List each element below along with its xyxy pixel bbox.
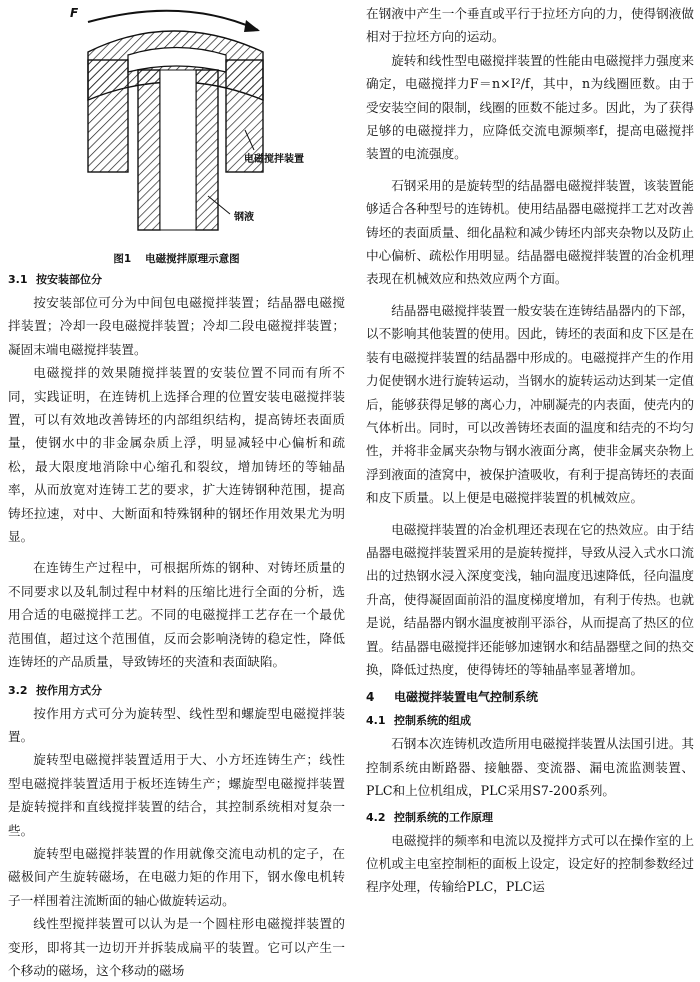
paragraph: 旋转型电磁搅拌装置适用于大、小方坯连铸生产；线性型电磁搅拌装置适用于板坯连铸生产；螺旋型电磁搅拌装置是旋转搅拌和直线搅拌装置的结合，其控制系统相对复杂一些。: [8, 752, 345, 838]
figure-number: 图1: [113, 253, 132, 265]
force-label: F: [70, 6, 79, 20]
heading-4-1: 4.1 控制系统的组成: [366, 714, 471, 728]
paragraph: 按作用方式可分为旋转型、线性型和螺旋型电磁搅拌装置。: [8, 705, 345, 744]
force-arrow-head: [244, 20, 260, 32]
steel-label: 钢液: [234, 212, 254, 223]
steel-core: [160, 70, 196, 230]
paragraph: 石钢采用的是旋转型的结晶器电磁搅拌装置，该装置能够适合各种型号的连铸机。使用结晶器电磁搅拌工艺对改善铸坯的表面质量、细化晶粒和减少铸坯内部夹杂物以及防止中心偏析、疏松作用明显。结晶器电磁搅拌装置的冶金机理表现在机械效应和热效应两个方面。: [366, 177, 694, 287]
device-label: 电磁搅拌装置: [244, 154, 304, 165]
left-column: [8, 0, 345, 982]
paragraph: 在钢液中产生一个垂直或平行于拉坯方向的力，使得钢液做相对于拉坯方向的运动。: [366, 6, 694, 45]
heading-3-1: 3.1 按安装部位分: [8, 273, 102, 286]
figure-caption: [8, 250, 345, 268]
figure-caption-text: 电磁搅拌原理示意图: [145, 253, 240, 265]
paragraph: 旋转型电磁搅拌装置的作用就像交流电动机的定子，在磁极间产生旋转磁场，在电磁力矩的作用下，钢水像电机转子一样围着注流断面的轴心做旋转运动。: [8, 845, 345, 908]
mould-left-wall: [138, 70, 160, 230]
heading-3-2: 3.2 按作用方式分: [8, 683, 102, 697]
figure-stirring-principle: [8, 0, 345, 250]
force-arc: [88, 11, 258, 30]
paragraph: 电磁搅拌的效果随搅拌装置的安装位置不同而有所不同，实践证明，在连铸机上选择合理的位置安装电磁搅拌装置，可以有效地改善铸坯的内部组织结构，提高铸坯表面质量，使钢水中的非金属杂质上浮，明显减轻中心偏析和疏松，最大限度地消除中心缩孔和裂纹，增加铸坯的等轴晶率，从而放宽对连铸工艺的要求，扩大连铸钢种范围，提高铸坯拉速，对中、大断面和特殊钢种的钢坯作用效果尤为明显。: [8, 365, 345, 545]
heading-4-2: 4.2 控制系统的工作原理: [366, 810, 493, 824]
paragraph: 结晶器电磁搅拌装置一般安装在连铸结晶器内的下部，以不影响其他装置的使用。因此，铸坯的表面和皮下区是在装有电磁搅拌装置的结晶器中形成的。电磁搅拌产生的作用力促使钢水进行旋转运动，当钢水的旋转运动达到某一定值后，能够获得足够的离心力，冲刷凝壳的内表面，使壳内的气体析出。同时，可以改善铸坯表面的温度和结壳的不均匀性，并将非金属夹杂物与钢水液面分离，使非金属夹杂物上浮到液面的渣窝中，被保护渣吸收，有利于提高铸坯的表面和皮下质量。以上便是电磁搅拌装置的机械效应。: [366, 302, 694, 506]
right-column: [366, 2, 694, 899]
stirring-diagram: [8, 0, 345, 232]
paragraph: 按安装部位可分为中间包电磁搅拌装置；结晶器电磁搅拌装置；冷却一段电磁搅拌装置；冷却二段电磁搅拌装置；凝固末端电磁搅拌装置。: [8, 295, 345, 357]
paragraph: 电磁搅拌的频率和电流以及搅拌方式可以在操作室的上位机或主电室控制柜的面板上设定，设定好的控制参数经过程序处理，传输给PLC，PLC运: [366, 832, 694, 895]
paragraph: 线性型搅拌装置可以认为是一个圆柱形电磁搅拌装置的变形，即将其一边切开并拆装成扁平的装置。它可以产生一个移动的磁场，这个移动的磁场: [8, 916, 345, 978]
paragraph: 旋转和线性型电磁搅拌装置的性能由电磁搅拌力强度来确定，电磁搅拌力F＝n×I²/f，其中，n为线圈匝数。由于受安装空间的限制，线圈的匝数不能过多。因此，为了获得足够的电磁搅拌力，应降低交流电源频率f，提高电磁搅拌装置的电流强度。: [366, 52, 694, 162]
paragraph: 在连铸生产过程中，可根据所炼的钢种、对铸坯质量的不同要求以及轧制过程中材料的压缩比进行全面的分析，选用合适的电磁搅拌工艺。不同的电磁搅拌工艺存在一个最优范围值，超过这个范围值，反而会影响浇铸的稳定性，降低连铸坯的产品质量，导致铸坯的夹渣和表面缺陷。: [8, 560, 345, 670]
ring-left-wall: [88, 60, 128, 172]
mould-right-wall: [196, 70, 218, 230]
paragraph: 电磁搅拌装置的冶金机理还表现在它的热效应。由于结晶器电磁搅拌装置采用的是旋转搅拌，导致从浸入式水口流出的过热钢水浸入深度变浅，轴向温度迅速降低，径向温度升高，使得凝固面前沿的温度梯度增加，有利于传热。也就是说，结晶器内钢水温度被削平添谷，从而提高了热区的位置。结晶器电磁搅拌还能够加速钢水和结晶器壁之间的热交换，降低过热度，使得铸坯的等轴晶率显著增加。: [366, 521, 694, 677]
heading-4: 4 电磁搅拌装置电气控制系统: [366, 690, 539, 705]
paragraph: 石钢本次连铸机改造所用电磁搅拌装置从法国引进。其控制系统由断路器、接触器、变流器、漏电流监测装置、PLC和上位机组成，PLC采用S7-200系列。: [366, 736, 694, 799]
